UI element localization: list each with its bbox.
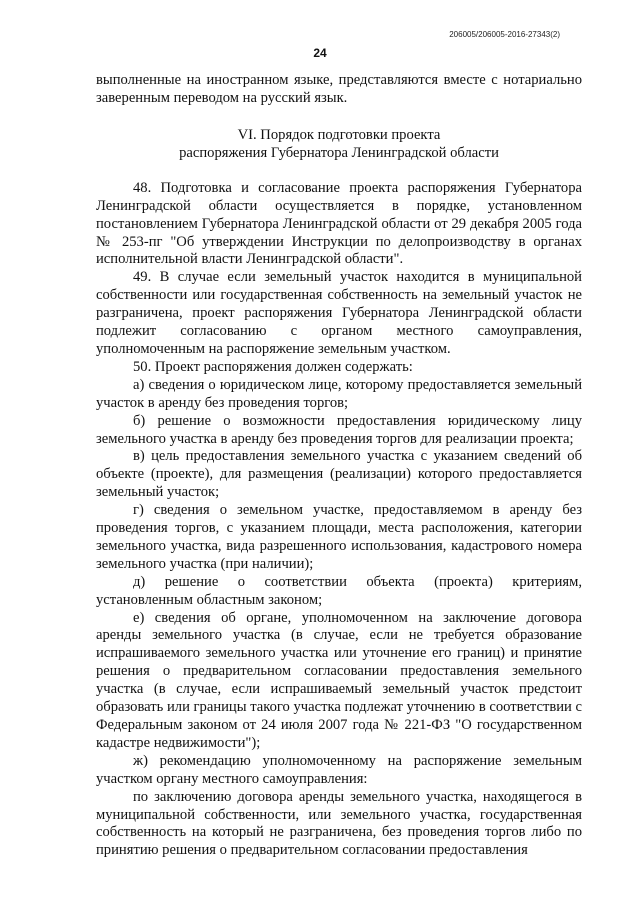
section-title (96, 126, 582, 162)
list-item-zh-sub: по заключению договора аренды земельного участка, находящегося в муниципальной собственности, или земельного участка, государственная собственность на который не разграничена, без проведения торгов либо по принятию решения о предварительном согласовании предоставления (96, 788, 582, 859)
list-item-d: д) решение о соответствии объекта (проекта) критериям, установленным областным законом; (96, 573, 582, 608)
document-id: 206005/206005-2016-27343(2) (449, 30, 560, 39)
paragraph-50: 50. Проект распоряжения должен содержать: (133, 358, 413, 375)
list-item-e: е) сведения об органе, уполномоченном на заключение договора аренды земельного участка (в случае, если не требуется образование испрашиваемого земельного участка или уточнение его границ) и принятие решения о предварительном согласовании предоставления земельного участка (в случае, если испрашиваемый земельный участок предстоит образовать или границы такого участка подлежат уточнению в соответствии с Федеральным законом от 24 июля 2007 года № 221-ФЗ "О государственном кадастре недвижимости"); (96, 609, 582, 751)
section-title-line-2: распоряжения Губернатора Ленинградской области (179, 144, 499, 161)
list-item-g: г) сведения о земельном участке, предоставляемом в аренду без проведения торгов, с указанием площади, места расположения, категории земельного участка, вида разрешенного использования, кадастрового номера земельного участка (при наличии); (96, 502, 582, 572)
list-item-v: в) цель предоставления земельного участка с указанием сведений об объекте (проекте), для размещения (реализации) которого предоставляется земельный участок; (96, 448, 582, 501)
list-item-b: б) решение о возможности предоставления юридическому лицу земельного участка в аренду без проведения торгов для реализации проекта; (96, 412, 582, 447)
document-body (96, 72, 582, 860)
paragraph-48: 48. Подготовка и согласование проекта распоряжения Губернатора Ленинградской области осуществляется в порядке, установленном постановлением Губернатора Ленинградской области от 29 декабря 2005 года № 253-пг "Об утверждении Инструкции по делопроизводству в органах исполнительной власти Ленинградской области". (96, 179, 582, 268)
list-item-a: а) сведения о юридическом лице, которому предоставляется земельный участок в аренду без проведения торгов; (96, 376, 582, 411)
list-item-zh: ж) рекомендацию уполномоченному на распоряжение земельным участком органу местного самоуправления: (96, 752, 582, 787)
section-title-line-1: VI. Порядок подготовки проекта (237, 126, 441, 143)
intro-paragraph: выполненные на иностранном языке, представляются вместе с нотариально заверенным переводом на русский язык. (96, 72, 582, 106)
page-number: 24 (313, 46, 327, 60)
paragraph-49: 49. В случае если земельный участок находится в муниципальной собственности или государственная собственность на земельный участок не разграничена, проект распоряжения Губернатора Ленинградской области подлежит согласованию с органом местного самоуправления, уполномоченным на распоряжение земельным участком. (96, 269, 582, 357)
